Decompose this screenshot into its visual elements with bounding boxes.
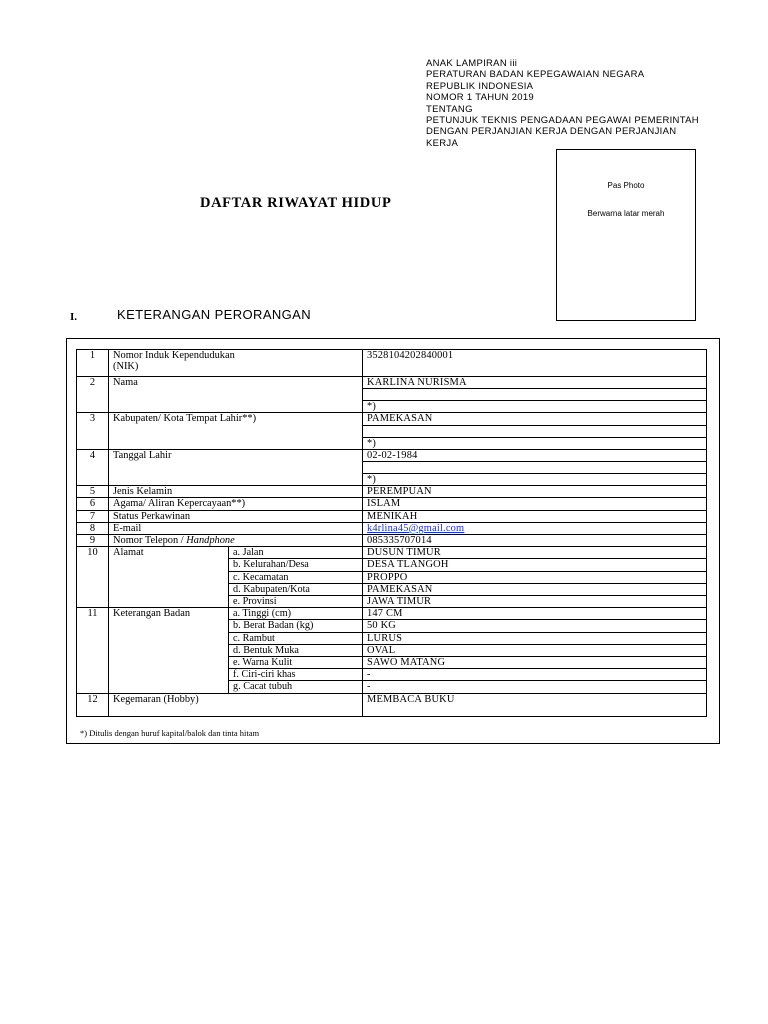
row-label-line: (NIK): [113, 361, 139, 373]
religion-value[interactable]: ISLAM: [363, 498, 707, 510]
section-number: I.: [70, 311, 78, 323]
table-row: [77, 350, 707, 377]
sub-label: c. Kecamatan: [229, 571, 363, 583]
table-row: [77, 486, 707, 498]
section-title: KETERANGAN PERORANGAN: [117, 307, 312, 322]
row-number: 1: [77, 350, 109, 377]
row-number: 8: [77, 522, 109, 534]
header-line: KERJA: [426, 137, 459, 149]
nik-value[interactable]: 3528104202840001: [363, 350, 707, 377]
email-cell: [363, 522, 707, 534]
table-row: [77, 693, 707, 716]
row-label: Nama: [109, 377, 363, 413]
distinguishing-marks-value[interactable]: -: [363, 669, 707, 681]
row-label: Tanggal Lahir: [109, 449, 363, 485]
name-value[interactable]: KARLINA NURISMA: [363, 377, 707, 389]
row-label: [109, 350, 363, 377]
address-province-value[interactable]: JAWA TIMUR: [363, 596, 707, 608]
row-label: Status Perkawinan: [109, 510, 363, 522]
hobby-value[interactable]: MEMBACA BUKU: [363, 693, 707, 716]
skin-color-value[interactable]: SAWO MATANG: [363, 657, 707, 669]
value-note: *): [363, 437, 707, 449]
address-village-value[interactable]: DESA TLANGOH: [363, 559, 707, 571]
row-number: 7: [77, 510, 109, 522]
row-label: Jenis Kelamin: [109, 486, 363, 498]
table-row: [77, 510, 707, 522]
row-number: 10: [77, 547, 109, 608]
sub-label: e. Warna Kulit: [229, 657, 363, 669]
row-number: 6: [77, 498, 109, 510]
empty-value[interactable]: [363, 389, 707, 401]
table-row: [77, 608, 707, 620]
sub-label: d. Kabupaten/Kota: [229, 583, 363, 595]
row-label: E-mail: [109, 522, 363, 534]
sub-label: c. Rambut: [229, 632, 363, 644]
row-number: 4: [77, 449, 109, 485]
row-label: Keterangan Badan: [109, 608, 229, 693]
row-label: Alamat: [109, 547, 229, 608]
table-row: [77, 547, 707, 559]
document-title: DAFTAR RIWAYAT HIDUP: [200, 195, 392, 211]
table-row: [77, 449, 707, 461]
header-line: PETUNJUK TEKNIS PENGADAAN PEGAWAI PEMERINTAH: [426, 115, 699, 127]
face-shape-value[interactable]: OVAL: [363, 644, 707, 656]
table-row: [77, 498, 707, 510]
sub-label: a. Jalan: [229, 547, 363, 559]
row-number: 2: [77, 377, 109, 413]
header-line: DENGAN PERJANJIAN KERJA DENGAN PERJANJIAN: [426, 126, 677, 138]
table-row: [77, 377, 707, 389]
table-row: [77, 522, 707, 534]
row-label-text: Nomor Telepon /: [113, 535, 187, 547]
email-link[interactable]: k4rlina45@gmail.com: [367, 522, 465, 534]
personal-info-table: [76, 349, 707, 717]
row-label: Kegemaran (Hobby): [109, 693, 363, 716]
attachment-header: [426, 58, 716, 149]
sub-label: e. Provinsi: [229, 596, 363, 608]
row-number: 3: [77, 413, 109, 449]
height-value[interactable]: 147 CM: [363, 608, 707, 620]
table-row: [77, 535, 707, 547]
header-line: REPUBLIK INDONESIA: [426, 80, 534, 92]
value-note: *): [363, 474, 707, 486]
sub-label: g. Cacat tubuh: [229, 681, 363, 693]
sub-label: b. Kelurahan/Desa: [229, 559, 363, 571]
sub-label: a. Tinggi (cm): [229, 608, 363, 620]
row-number: 12: [77, 693, 109, 716]
birthplace-value[interactable]: PAMEKASAN: [363, 413, 707, 425]
birthdate-value[interactable]: 02-02-1984: [363, 449, 707, 461]
sub-label: f. Ciri-ciri khas: [229, 669, 363, 681]
empty-value[interactable]: [363, 425, 707, 437]
row-label: Kabupaten/ Kota Tempat Lahir**): [109, 413, 363, 449]
row-label: [109, 535, 363, 547]
header-line: ANAK LAMPIRAN iii: [426, 58, 518, 69]
photo-placeholder: [556, 149, 696, 321]
footnote: *) Ditulis dengan huruf kapital/balok dan tinta hitam: [80, 728, 260, 738]
photo-label: Pas Photo: [607, 181, 645, 190]
header-line: TENTANG: [426, 103, 473, 115]
photo-note: Berwarna latar merah: [587, 209, 665, 218]
hair-value[interactable]: LURUS: [363, 632, 707, 644]
address-street-value[interactable]: DUSUN TIMUR: [363, 547, 707, 559]
address-regency-value[interactable]: PAMEKASAN: [363, 583, 707, 595]
row-label-line: Nomor Induk Kependudukan: [113, 350, 235, 361]
address-district-value[interactable]: PROPPO: [363, 571, 707, 583]
row-number: 11: [77, 608, 109, 693]
row-label: Agama/ Aliran Kepercayaan**): [109, 498, 363, 510]
gender-value[interactable]: PEREMPUAN: [363, 486, 707, 498]
empty-value[interactable]: [363, 462, 707, 474]
header-line: NOMOR 1 TAHUN 2019: [426, 92, 534, 104]
header-line: PERATURAN BADAN KEPEGAWAIAN NEGARA: [426, 69, 645, 81]
sub-label: b. Berat Badan (kg): [229, 620, 363, 632]
row-number: 9: [77, 535, 109, 547]
phone-value[interactable]: 085335707014: [363, 535, 707, 547]
weight-value[interactable]: 50 KG: [363, 620, 707, 632]
row-number: 5: [77, 486, 109, 498]
value-note: *): [363, 401, 707, 413]
table-row: [77, 413, 707, 425]
marital-status-value[interactable]: MENIKAH: [363, 510, 707, 522]
sub-label: d. Bentuk Muka: [229, 644, 363, 656]
row-label-italic: Handphone: [186, 535, 235, 547]
disability-value[interactable]: -: [363, 681, 707, 693]
